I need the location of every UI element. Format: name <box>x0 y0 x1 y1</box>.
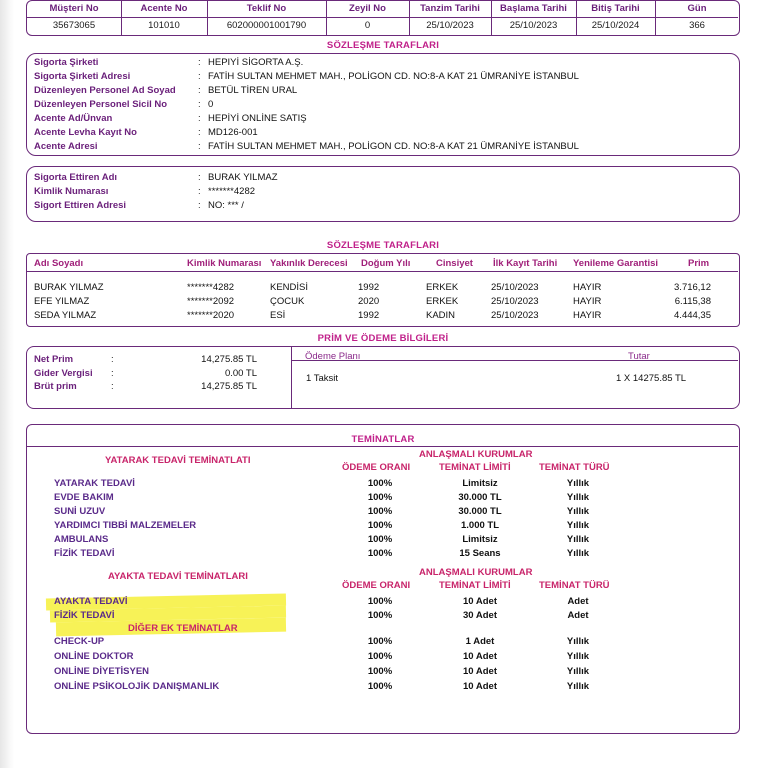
tax-label: Gider Vergisi <box>34 368 93 379</box>
cell-gender: ERKEK <box>426 282 459 293</box>
contract-parties-title: SÖZLEŞME TARAFLARI <box>326 40 440 51</box>
coverage-rate: 100% <box>367 610 393 621</box>
header-tanzim-tarihi: Tanzim Tarihi <box>420 3 480 14</box>
header-baslama-tarihi: Başlama Tarihi <box>500 3 567 14</box>
cell-relation: ÇOCUK <box>270 296 305 307</box>
gross-premium-label: Brüt prim <box>34 381 77 392</box>
staff-name-label: Düzenleyen Personel Ad Soyad <box>34 85 176 96</box>
coverage-limit: Limitsiz <box>462 478 498 489</box>
agency-address-value: FATİH SULTAN MEHMET MAH., POLİGON CD. NO:8-A KAT 21 ÜMRANİYE İSTANBUL <box>208 141 579 152</box>
agency-reg-value: MD126-001 <box>208 127 258 138</box>
coverage-limit: 15 Seans <box>459 548 501 559</box>
inpatient-contract-title: ANLAŞMALI KURUMLAR <box>419 449 533 460</box>
coverage-rate: 100% <box>367 651 393 662</box>
coverage-type: Adet <box>567 610 589 621</box>
coverage-type: Yıllık <box>566 506 590 517</box>
cell-birth-year: 2020 <box>358 296 380 307</box>
coverage-type: Yıllık <box>566 636 590 647</box>
value-teklif-no: 602000001001790 <box>226 20 307 31</box>
agency-name-value: HEPİYİ ONLİNE SATIŞ <box>208 113 307 124</box>
coverage-rate: 100% <box>367 636 393 647</box>
cell-relation: ESİ <box>270 310 286 321</box>
inpatient-title: YATARAK TEDAVİ TEMİNATLATI <box>105 455 251 466</box>
header-zeyil-no: Zeyil No <box>349 3 386 14</box>
cell-id: *******2092 <box>187 296 235 307</box>
tax-value: 0.00 TL <box>224 368 257 379</box>
net-premium-value: 14,275.85 TL <box>201 354 257 365</box>
cell-gender: KADIN <box>426 310 456 321</box>
policyholder-name-value: BURAK YILMAZ <box>208 172 278 183</box>
coverage-rate: 100% <box>367 534 393 545</box>
value-bitis-tarihi: 25/10/2024 <box>591 20 640 31</box>
staff-id-label: Düzenleyen Personel Sicil No <box>34 99 168 110</box>
coverage-name: YATARAK TEDAVİ <box>54 478 135 489</box>
amount-header: Tutar <box>628 351 650 362</box>
value-acente-no: 101010 <box>148 20 180 31</box>
outpatient-contract-title: ANLAŞMALI KURUMLAR <box>419 567 533 578</box>
col-premium: Prim <box>688 258 710 269</box>
coverage-name: FİZİK TEDAVİ <box>54 610 115 621</box>
inpatient-col-limit: TEMİNAT LİMİTİ <box>439 462 511 473</box>
agency-name-label: Acente Ad/Ünvan <box>34 113 113 124</box>
coverage-name: EVDE BAKIM <box>54 492 114 503</box>
coverage-limit: 10 Adet <box>463 596 497 607</box>
coverage-rate: 100% <box>367 681 393 692</box>
cell-name: BURAK YILMAZ <box>34 282 104 293</box>
coverage-type: Yıllık <box>566 534 590 545</box>
coverage-limit: 30.000 TL <box>458 506 502 517</box>
coverage-type: Adet <box>567 596 589 607</box>
other-title: DİĞER EK TEMİNATLAR <box>128 623 238 634</box>
insurer-label: Sigorta Şirketi <box>34 57 99 68</box>
coverage-name: AMBULANS <box>54 534 109 545</box>
payment-plan-header: Ödeme Planı <box>305 351 361 362</box>
agency-address-label: Acente Adresi <box>34 141 98 152</box>
agency-reg-label: Acente Levha Kayıt No <box>34 127 137 138</box>
cell-relation: KENDİSİ <box>270 282 309 293</box>
coverage-limit: 30 Adet <box>463 610 497 621</box>
coverage-title: TEMİNATLAR <box>351 434 415 445</box>
cell-id: *******4282 <box>187 282 235 293</box>
cell-renewal: HAYIR <box>573 310 602 321</box>
coverage-name: ONLİNE DİYETİSYEN <box>54 666 150 677</box>
cell-birth-year: 1992 <box>358 282 380 293</box>
policyholder-name-label: Sigorta Ettiren Adı <box>34 172 118 183</box>
insurer-address-value: FATİH SULTAN MEHMET MAH., POLİGON CD. NO:8-A KAT 21 ÜMRANİYE İSTANBUL <box>208 71 579 82</box>
col-renewal: Yenileme Garantisi <box>573 258 659 269</box>
cell-first-reg: 25/10/2023 <box>491 282 539 293</box>
coverage-rate: 100% <box>367 492 393 503</box>
inpatient-col-rate: ÖDEME ORANI <box>342 462 411 473</box>
coverage-type: Yıllık <box>566 666 590 677</box>
staff-name-value: BETÜL TİREN URAL <box>208 85 298 96</box>
policyholder-id-label: Kimlik Numarası <box>34 186 109 197</box>
cell-renewal: HAYIR <box>573 296 602 307</box>
coverage-rate: 100% <box>367 506 393 517</box>
coverage-name: SUNİ UZUV <box>54 506 106 517</box>
outpatient-col-limit: TEMİNAT LİMİTİ <box>439 580 511 591</box>
payment-plan-value: 1 Taksit <box>306 373 339 384</box>
amount-value: 1 X 14275.85 TL <box>616 373 687 384</box>
header-musteri-no: Müşteri No <box>49 3 99 14</box>
staff-id-value: 0 <box>208 99 214 110</box>
cell-name: EFE YILMAZ <box>34 296 90 307</box>
coverage-type: Yıllık <box>566 681 590 692</box>
header-acente-no: Acente No <box>140 3 188 14</box>
coverage-limit: 30.000 TL <box>458 492 502 503</box>
coverage-type: Yıllık <box>566 492 590 503</box>
cell-first-reg: 25/10/2023 <box>491 296 539 307</box>
col-name: Adı Soyadı <box>34 258 84 269</box>
coverage-name: YARDIMCI TIBBİ MALZEMELER <box>54 520 197 531</box>
cell-birth-year: 1992 <box>358 310 380 321</box>
policyholder-address-value: NO: *** / <box>208 200 244 211</box>
coverage-limit: 1.000 TL <box>460 520 500 531</box>
value-tanzim-tarihi: 25/10/2023 <box>426 20 474 31</box>
coverage-type: Yıllık <box>566 520 590 531</box>
policyholder-box <box>26 166 740 222</box>
coverage-rate: 100% <box>367 548 393 559</box>
coverage-type: Yıllık <box>566 548 590 559</box>
coverage-limit: 1 Adet <box>465 636 495 647</box>
premium-title: PRİM VE ÖDEME BİLGİLERİ <box>317 333 449 344</box>
col-id: Kimlik Numarası <box>187 258 262 269</box>
coverage-rate: 100% <box>367 666 393 677</box>
coverage-name: AYAKTA TEDAVİ <box>54 596 128 607</box>
coverage-name: ONLİNE PSİKOLOJİK DANIŞMANLIK <box>54 681 220 692</box>
policy-summary-table <box>26 0 740 36</box>
coverage-limit: Limitsiz <box>462 534 498 545</box>
coverage-name: FİZİK TEDAVİ <box>54 548 115 559</box>
value-musteri-no: 35673065 <box>52 20 96 31</box>
col-first-reg: İlk Kayıt Tarihi <box>493 258 558 269</box>
cell-premium: 6.115,38 <box>674 296 711 307</box>
page-edge <box>0 0 14 768</box>
cell-renewal: HAYIR <box>573 282 602 293</box>
coverage-type: Yıllık <box>566 651 590 662</box>
cell-premium: 3.716,12 <box>674 282 711 293</box>
policyholder-address-label: Sigort Ettiren Adresi <box>34 200 127 211</box>
insurer-address-label: Sigorta Şirketi Adresi <box>34 71 131 82</box>
net-premium-label: Net Prim <box>34 354 74 365</box>
coverage-limit: 10 Adet <box>463 681 497 692</box>
coverage-name: ONLİNE DOKTOR <box>54 651 134 662</box>
coverage-rate: 100% <box>367 520 393 531</box>
outpatient-col-rate: ÖDEME ORANI <box>342 580 411 591</box>
cell-gender: ERKEK <box>426 296 459 307</box>
coverage-rate: 100% <box>367 478 393 489</box>
value-baslama-tarihi: 25/10/2023 <box>509 20 558 31</box>
gross-premium-value: 14,275.85 TL <box>201 381 257 392</box>
coverage-limit: 10 Adet <box>463 651 497 662</box>
coverage-name: CHECK-UP <box>54 636 105 647</box>
inpatient-col-type: TEMİNAT TÜRÜ <box>539 462 610 473</box>
header-teklif-no: Teklif No <box>246 3 287 14</box>
insurer-value: HEPIYİ SİGORTA A.Ş. <box>208 57 304 68</box>
col-relation: Yakınlık Derecesi <box>270 258 348 269</box>
outpatient-title: AYAKTA TEDAVİ TEMİNATLARI <box>108 571 248 582</box>
outpatient-col-type: TEMİNAT TÜRÜ <box>539 580 610 591</box>
value-zeyil-no: 0 <box>364 20 371 31</box>
policyholder-id-value: *******4282 <box>208 186 256 197</box>
header-bitis-tarihi: Bitiş Tarihi <box>591 3 640 14</box>
cell-premium: 4.444,35 <box>674 310 711 321</box>
value-gun: 366 <box>689 20 705 31</box>
cell-first-reg: 25/10/2023 <box>491 310 539 321</box>
cell-id: *******2020 <box>187 310 235 321</box>
coverage-limit: 10 Adet <box>463 666 497 677</box>
insured-persons-title: SÖZLEŞME TARAFLARI <box>326 240 440 251</box>
col-gender: Cinsiyet <box>436 258 473 269</box>
coverage-rate: 100% <box>367 596 393 607</box>
coverage-type: Yıllık <box>566 478 590 489</box>
header-gun: Gün <box>687 3 707 14</box>
cell-name: SEDA YILMAZ <box>34 310 97 321</box>
col-birth-year: Doğum Yılı <box>361 258 411 269</box>
